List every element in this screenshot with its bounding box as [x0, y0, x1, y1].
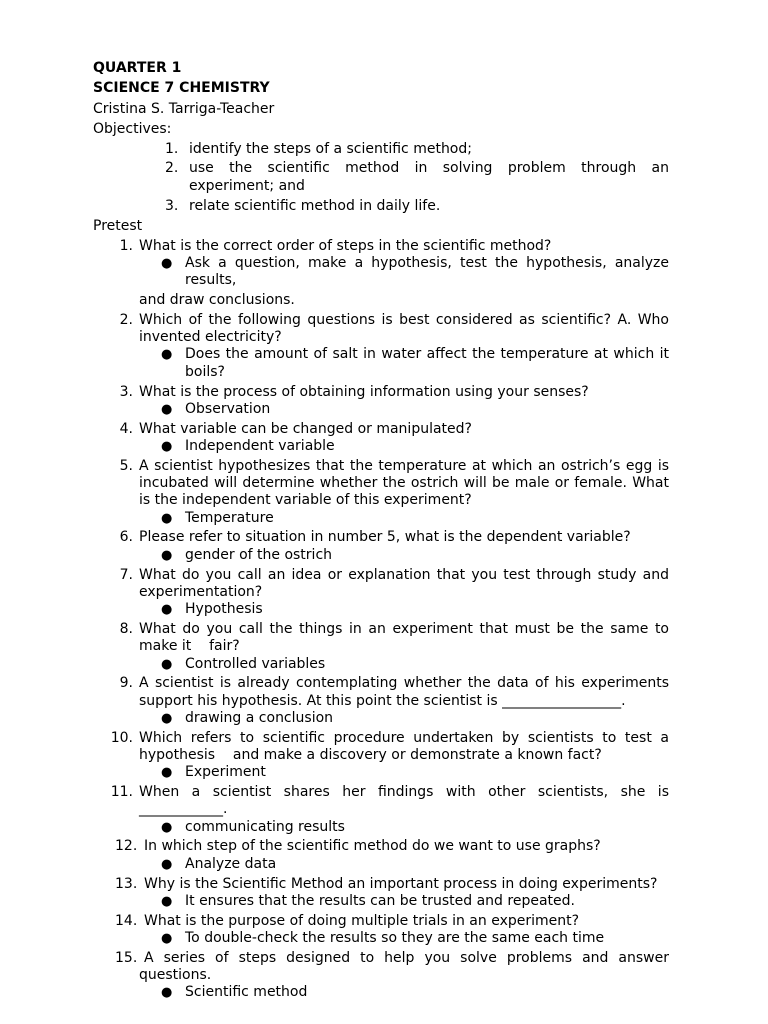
answer-text: Observation	[185, 400, 271, 417]
objective-item	[93, 160, 669, 195]
answer-text: Independent variable	[185, 437, 335, 454]
answer-text: Scientific method	[185, 984, 308, 1001]
answer-item	[93, 601, 669, 618]
question-number: 5.	[119, 457, 133, 474]
question-number: 13.	[115, 875, 138, 892]
answer-text: It ensures that the results can be trusted and repeated.	[185, 892, 575, 909]
question-item	[93, 238, 669, 255]
answer-text: drawing a conclusion	[185, 709, 334, 726]
question-item	[93, 421, 669, 438]
question-item	[93, 567, 669, 602]
answer-continuation: and draw conclusions.	[139, 292, 295, 309]
question-text: Which of the following questions is best considered as scientific? A. Who invented electricity?	[139, 311, 669, 346]
objective-text: use the scientific method in solving problem through an experiment; and	[189, 160, 669, 194]
bullet-icon: ●	[161, 656, 173, 672]
bullet-icon: ●	[161, 985, 173, 1001]
question-number: 9.	[119, 675, 133, 692]
objective-text: identify the steps of a scientific method;	[189, 140, 472, 157]
question-number: 10.	[110, 729, 133, 746]
objective-item	[93, 141, 669, 158]
question-number: 14.	[115, 912, 138, 929]
objectives-label: Objectives:	[93, 120, 172, 137]
pretest-list	[93, 237, 674, 1002]
question-text: What do you call an idea or explanation that you test through study and experimentation?	[139, 566, 669, 600]
answer-item	[93, 401, 669, 418]
objective-number: 2.	[165, 160, 179, 177]
answer-text: Analyze data	[185, 855, 277, 872]
answer-item	[93, 930, 669, 947]
bullet-icon: ●	[161, 856, 173, 872]
question-text: A scientist is already contemplating whether the data of his experiments support his hypothesis. At this point the scientist is _________________.	[139, 675, 669, 709]
answer-text: Controlled variables	[185, 655, 326, 672]
bullet-icon: ●	[161, 347, 173, 363]
question-item	[93, 729, 674, 765]
question-item	[93, 784, 669, 819]
question-text: What is the correct order of steps in the scientific method?	[139, 237, 552, 254]
question-text: What is the purpose of doing multiple trials in an experiment?	[144, 912, 580, 929]
question-item	[93, 458, 669, 510]
bullet-icon: ●	[161, 930, 173, 946]
answer-item	[93, 764, 669, 781]
answer-text: Ask a question, make a hypothesis, test the hypothesis, analyze results,	[185, 254, 669, 289]
bullet-icon: ●	[161, 438, 173, 454]
question-text: In which step of the scientific method do we want to use graphs?	[144, 838, 601, 855]
question-number: 8.	[119, 620, 133, 637]
answer-item	[93, 656, 669, 673]
question-text: What is the process of obtaining information using your senses?	[139, 383, 589, 400]
bullet-icon: ●	[161, 819, 173, 835]
answer-item	[93, 510, 669, 527]
answer-item	[93, 710, 669, 727]
answer-text: communicating results	[185, 818, 345, 835]
objective-number: 1.	[165, 140, 179, 157]
bullet-icon: ●	[161, 602, 173, 618]
question-text: What do you call the things in an experiment that must be the same to make it fair?	[139, 620, 674, 655]
question-number: 11.	[110, 784, 133, 801]
question-text: Why is the Scientific Method an important process in doing experiments?	[144, 875, 658, 892]
objective-text: relate scientific method in daily life.	[189, 197, 441, 214]
question-item	[93, 384, 669, 401]
objective-item	[93, 198, 669, 215]
bullet-icon: ●	[161, 510, 173, 526]
teacher-name: Cristina S. Tarriga-Teacher	[93, 100, 275, 117]
answer-item	[93, 346, 669, 381]
document-body	[93, 60, 674, 1002]
question-item	[93, 913, 669, 930]
pretest-label: Pretest	[93, 217, 143, 234]
question-number: 4.	[119, 420, 133, 437]
bullet-icon: ●	[161, 893, 173, 909]
answer-text: Hypothesis	[185, 601, 263, 618]
question-text: What variable can be changed or manipulated?	[139, 420, 472, 437]
bullet-icon: ●	[161, 765, 173, 781]
answer-item	[93, 893, 669, 910]
answer-item	[93, 984, 669, 1001]
question-number: 2.	[119, 311, 133, 328]
question-number: 12.	[115, 838, 138, 855]
question-number: 3.	[119, 383, 133, 400]
bullet-icon: ●	[161, 547, 173, 563]
question-text: Please refer to situation in number 5, what is the dependent variable?	[139, 529, 631, 546]
question-item	[93, 950, 669, 985]
question-text: When a scientist shares her findings with other scientists, she is ____________.	[139, 784, 669, 818]
answer-text: Temperature	[185, 509, 274, 526]
answer-item	[93, 819, 669, 836]
answer-item	[93, 547, 669, 564]
answer-item	[93, 438, 669, 455]
bullet-icon: ●	[161, 710, 173, 726]
question-number: 7.	[119, 566, 133, 583]
question-number: 6.	[119, 529, 133, 546]
bullet-icon: ●	[161, 401, 173, 417]
question-item	[93, 876, 669, 893]
question-text: A series of steps designed to help you solve problems and answer questions.	[139, 949, 669, 984]
answer-text: Experiment	[185, 764, 266, 781]
question-text: A scientist hypothesizes that the temperature at which an ostrich’s egg is incubated will determine whether the ostrich will be male or female. What is the independent variable of this experiment?	[139, 457, 669, 509]
question-item	[93, 838, 669, 855]
quarter-heading: QUARTER 1	[93, 60, 182, 76]
question-item	[93, 620, 674, 656]
objectives-list	[93, 141, 669, 215]
question-item	[93, 529, 669, 546]
objective-number: 3.	[165, 197, 179, 214]
question-text: Which refers to scientific procedure undertaken by scientists to test a hypothesis and make a discovery or demonstrate a known fact?	[139, 729, 674, 763]
bullet-icon: ●	[161, 255, 173, 271]
question-item	[93, 312, 669, 347]
answer-text: gender of the ostrich	[185, 546, 333, 563]
answer-text: Does the amount of salt in water affect the temperature at which it boils?	[185, 346, 669, 380]
answer-item	[93, 856, 669, 873]
subject-heading: SCIENCE 7 CHEMISTRY	[93, 80, 270, 97]
question-number: 15.	[115, 949, 138, 966]
answer-text: To double-check the results so they are the same each time	[185, 929, 605, 946]
question-item	[93, 675, 669, 710]
question-number: 1.	[119, 237, 133, 254]
answer-item	[93, 255, 669, 290]
